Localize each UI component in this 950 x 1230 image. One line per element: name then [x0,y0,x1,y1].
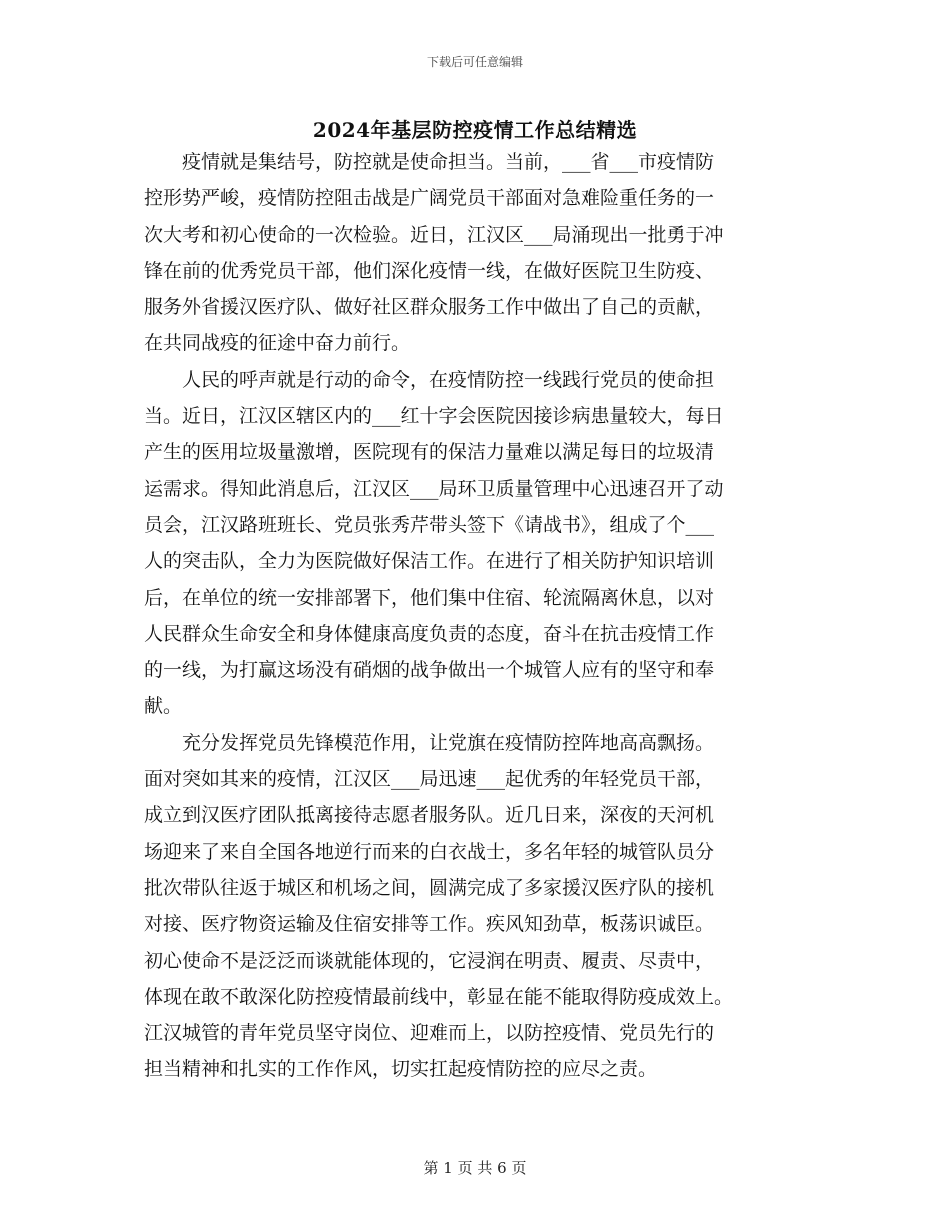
paragraph-line: 服务外省援汉医疗队、做好社区群众服务工作中做出了自己的贡献， [144,296,715,319]
paragraph-line: 产生的医用垃圾量激增，医院现有的保洁力量难以满足每日的垃圾清 [144,441,715,464]
document-title: 2024年基层防控疫情工作总结精选 [312,118,638,142]
paragraph-line: 人的突击队，全力为医院做好保洁工作。在进行了相关防护知识培训 [144,550,715,573]
paragraph-line: 人民的呼声就是行动的命令，在疫情防控一线践行党员的使命担 [182,368,715,391]
paragraph-line: 次大考和初心使命的一次检验。近日，江汉区___局涌现出一批勇于冲 [144,223,724,246]
paragraph-line: 锋在前的优秀党员干部，他们深化疫情一线，在做好医院卫生防疫、 [144,259,715,282]
paragraph-line: 面对突如其来的疫情，江汉区___局迅速___起优秀的年轻党员干部， [144,768,715,791]
paragraph-line: 充分发挥党员先锋模范作用，让党旗在疫情防控阵地高高飘扬。 [182,731,715,754]
paragraph-3 [144,725,812,1088]
paragraph-line: 成立到汉医疗团队抵离接待志愿者服务队。近几日来，深夜的天河机 [144,804,715,827]
paragraph-line: 在共同战疫的征途中奋力前行。 [144,332,411,355]
paragraph-line: 担当精神和扎实的工作作风，切实扛起疫情防控的应尽之责。 [144,1058,658,1081]
paragraph-line: 体现在敢不敢深化防控疫情最前线中，彰显在能不能取得防疫成效上。 [144,985,734,1008]
paragraph-line: 人民群众生命安全和身体健康高度负责的态度，奋斗在抗击疫情工作 [144,622,715,645]
paragraph-1 [144,144,812,362]
paragraph-line: 的一线，为打赢这场没有硝烟的战争做出一个城管人应有的坚守和奉 [144,659,715,682]
paragraph-line: 对接、医疗物资运输及住宿安排等工作。疾风知劲草，板荡识诚臣。 [144,913,715,936]
paragraph-line: 员会，江汉路班班长、党员张秀芹带头签下《请战书》，组成了个___ [144,513,715,536]
paragraph-line: 场迎来了来自全国各地逆行而来的白衣战士，多名年轻的城管队员分 [144,840,715,863]
paragraph-line: 江汉城管的青年党员坚守岗位、迎难而上，以防控疫情、党员先行的 [144,1022,715,1045]
paragraph-line: 控形势严峻，疫情防控阻击战是广阔党员干部面对急难险重任务的一 [144,187,715,210]
paragraph-2 [144,362,812,725]
paragraph-line: 献。 [144,695,183,718]
paragraph-line: 运需求。得知此消息后，江汉区___局环卫质量管理中心迅速召开了动 [144,477,724,500]
paragraph-line: 批次带队往返于城区和机场之间，圆满完成了多家援汉医疗队的接机 [144,876,715,899]
document-body [144,144,812,1088]
header-note: 下载后可任意编辑 [426,55,523,69]
paragraph-line: 疫情就是集结号，防控就是使命担当。当前，___省___市疫情防 [182,151,715,173]
paragraph-line: 当。近日，江汉区辖区内的___红十字会医院因接诊病患量较大，每日 [144,405,724,428]
page-number-footer: 第 1 页 共 6 页 [423,1159,527,1177]
paragraph-line: 初心使命不是泛泛而谈就能体现的，它浸润在明责、履责、尽责中， [144,949,715,972]
paragraph-line: 后，在单位的统一安排部署下，他们集中住宿、轮流隔离休息，以对 [144,586,715,609]
